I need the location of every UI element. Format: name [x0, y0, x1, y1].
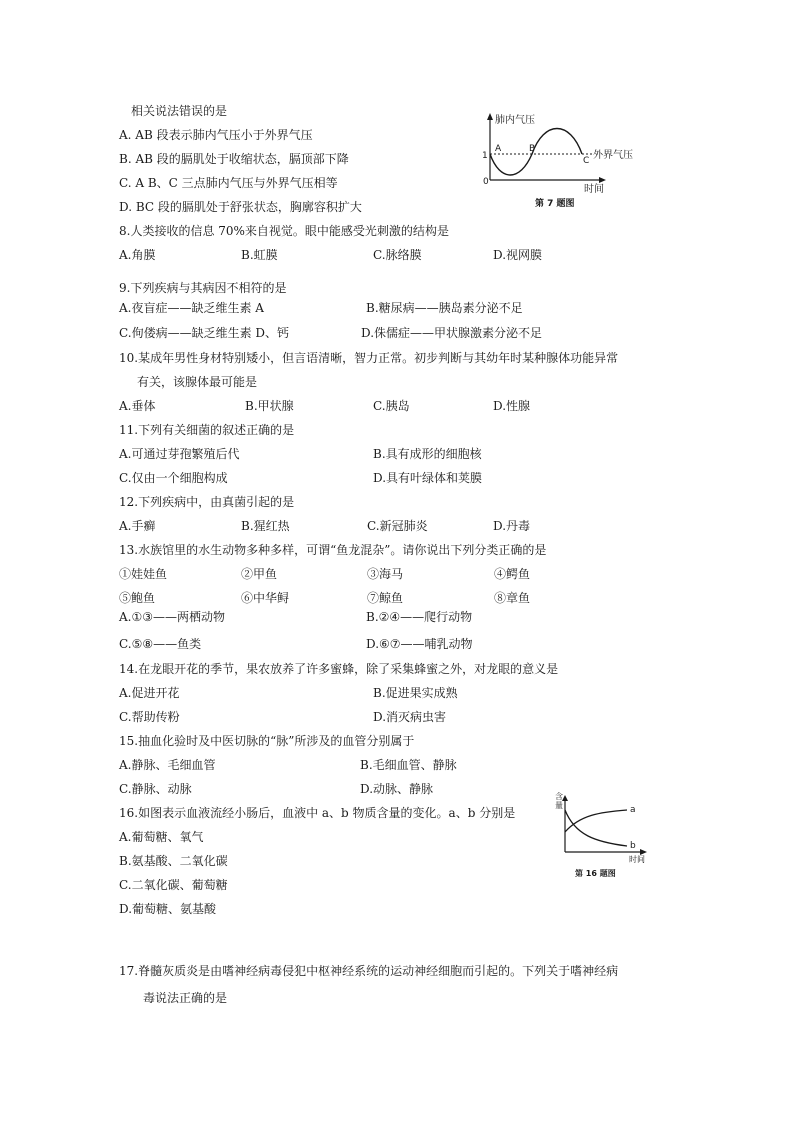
- q14-option-c: C.帮助传粉: [119, 710, 180, 724]
- q16-fig-curve-a: [565, 810, 627, 832]
- q10-stem-line1: 10.某成年男性身材特别矮小，但言语清晰，智力正常。初步判断与其幼年时某种腺体功能异常: [119, 351, 619, 365]
- q16-fig-ylabel-1: 含: [555, 792, 563, 801]
- q9-option-d: D.侏儒症——甲状腺激素分泌不足: [361, 326, 543, 340]
- q9-option-c: C.佝偻病——缺乏维生素 D、钙: [119, 326, 290, 340]
- q10-option-b: B.甲状腺: [245, 399, 294, 413]
- q10-option-d: D.性腺: [493, 399, 531, 413]
- q14-option-b: B.促进果实成熟: [373, 686, 458, 700]
- q10-stem-line2: 有关，该腺体最可能是: [137, 375, 258, 389]
- q7-stem: 相关说法错误的是: [131, 104, 228, 118]
- q7-fig-curve: [490, 129, 582, 176]
- q7-fig-point-c: C: [583, 156, 590, 166]
- q7-fig-y-arrow: [487, 113, 493, 120]
- q16-option-d: D.葡萄糖、氨基酸: [119, 902, 217, 916]
- q7-option-a: A. AB 段表示肺内气压小于外界气压: [119, 128, 313, 142]
- q16-fig-caption: 第 16 题图: [575, 869, 616, 878]
- q7-fig-caption: 第 7 题图: [535, 199, 575, 209]
- q13-item-4: ④鳄鱼: [494, 567, 531, 581]
- q15-option-d: D.动脉、静脉: [360, 782, 434, 796]
- q11-stem: 11.下列有关细菌的叙述正确的是: [119, 423, 295, 437]
- q12-option-c: C.新冠肺炎: [367, 519, 428, 533]
- q13-option-a: A.①③——两栖动物: [119, 610, 225, 624]
- q16-figure: [555, 790, 655, 878]
- q7-fig-line-label: 外界气压: [593, 150, 633, 161]
- q7-fig-origin: 0: [483, 177, 489, 187]
- q13-stem: 13.水族馆里的水生动物多种多样，可谓“鱼龙混杂”。请你说出下列分类正确的是: [119, 543, 547, 557]
- q8-option-a: A.角膜: [119, 248, 156, 262]
- q7-option-b: B. AB 段的膈肌处于收缩状态，膈顶部下降: [119, 152, 349, 166]
- q16-option-c: C.二氧化碳、葡萄糖: [119, 878, 228, 892]
- q15-stem: 15.抽血化验时及中医切脉的“脉”所涉及的血管分别属于: [119, 734, 415, 748]
- q12-option-d: D.丹毒: [493, 519, 531, 533]
- q16-option-b: B.氨基酸、二氧化碳: [119, 854, 228, 868]
- q7-fig-ylabel: 肺内气压: [495, 115, 535, 126]
- q16-fig-ylabel-2: 量: [555, 801, 563, 810]
- q11-option-a: A.可通过芽孢繁殖后代: [119, 447, 240, 461]
- q13-item-3: ③海马: [367, 567, 404, 581]
- q16-fig-label-a: a: [630, 805, 636, 815]
- q8-option-d: D.视网膜: [493, 248, 543, 262]
- q13-item-1: ①娃娃鱼: [119, 567, 168, 581]
- q12-stem: 12.下列疾病中，由真菌引起的是: [119, 495, 295, 509]
- q14-option-d: D.消灭病虫害: [373, 710, 447, 724]
- q9-option-b: B.糖尿病——胰岛素分泌不足: [366, 301, 523, 315]
- q7-fig-xlabel: 时间: [584, 184, 604, 195]
- q11-option-d: D.具有叶绿体和荚膜: [373, 471, 483, 485]
- q7-option-c: C. A B、C 三点肺内气压与外界气压相等: [119, 176, 338, 190]
- q7-fig-y-tick: 1: [482, 151, 488, 161]
- q17-stem-line2: 毒说法正确的是: [143, 991, 228, 1005]
- q13-option-d: D.⑥⑦——哺乳动物: [366, 637, 473, 651]
- q16-fig-label-b: b: [630, 841, 636, 851]
- q15-option-b: B.毛细血管、静脉: [360, 758, 457, 772]
- q13-option-c: C.⑤⑧——鱼类: [119, 637, 202, 651]
- q11-option-c: C.仅由一个细胞构成: [119, 471, 228, 485]
- q13-item-2: ②甲鱼: [241, 567, 278, 581]
- q11-option-b: B.具有成形的细胞核: [373, 447, 482, 461]
- q13-item-7: ⑦鲸鱼: [367, 591, 404, 605]
- q13-option-b: B.②④——爬行动物: [366, 610, 473, 624]
- q7-option-d: D. BC 段的膈肌处于舒张状态，胸廓容积扩大: [119, 200, 362, 214]
- q13-item-6: ⑥中华鲟: [241, 591, 290, 605]
- q7-fig-x-arrow: [599, 177, 606, 183]
- q14-stem: 14.在龙眼开花的季节，果农放养了许多蜜蜂，除了采集蜂蜜之外，对龙眼的意义是: [119, 662, 559, 676]
- q7-figure: [480, 110, 670, 210]
- q15-option-a: A.静脉、毛细血管: [119, 758, 216, 772]
- q8-option-b: B.虹膜: [241, 248, 278, 262]
- q8-option-c: C.脉络膜: [373, 248, 422, 262]
- q10-option-a: A.垂体: [119, 399, 156, 413]
- q7-fig-point-a: A: [495, 144, 502, 154]
- q12-option-a: A.手癣: [119, 519, 156, 533]
- q15-option-c: C.静脉、动脉: [119, 782, 192, 796]
- q16-stem: 16.如图表示血液流经小肠后，血液中 a、b 物质含量的变化。a、b 分别是: [119, 806, 516, 820]
- q7-fig-point-b: B: [529, 144, 536, 154]
- q9-option-a: A.夜盲症——缺乏维生素 A: [119, 301, 264, 315]
- q17-stem-line1: 17.脊髓灰质炎是由嗜神经病毒侵犯中枢神经系统的运动神经细胞而引起的。下列关于嗜神经病: [119, 964, 619, 978]
- q10-option-c: C.胰岛: [373, 399, 410, 413]
- q13-item-5: ⑤鲍鱼: [119, 591, 156, 605]
- q16-fig-curve-b: [565, 810, 627, 846]
- q12-option-b: B.猩红热: [241, 519, 290, 533]
- q16-option-a: A.葡萄糖、氧气: [119, 830, 204, 844]
- q13-item-8: ⑧章鱼: [494, 591, 531, 605]
- q16-fig-xlabel: 时间: [629, 855, 645, 864]
- q9-stem: 9.下列疾病与其病因不相符的是: [119, 281, 287, 295]
- q8-stem: 8.人类接收的信息 70%来自视觉。眼中能感受光刺激的结构是: [119, 224, 449, 238]
- q14-option-a: A.促进开花: [119, 686, 180, 700]
